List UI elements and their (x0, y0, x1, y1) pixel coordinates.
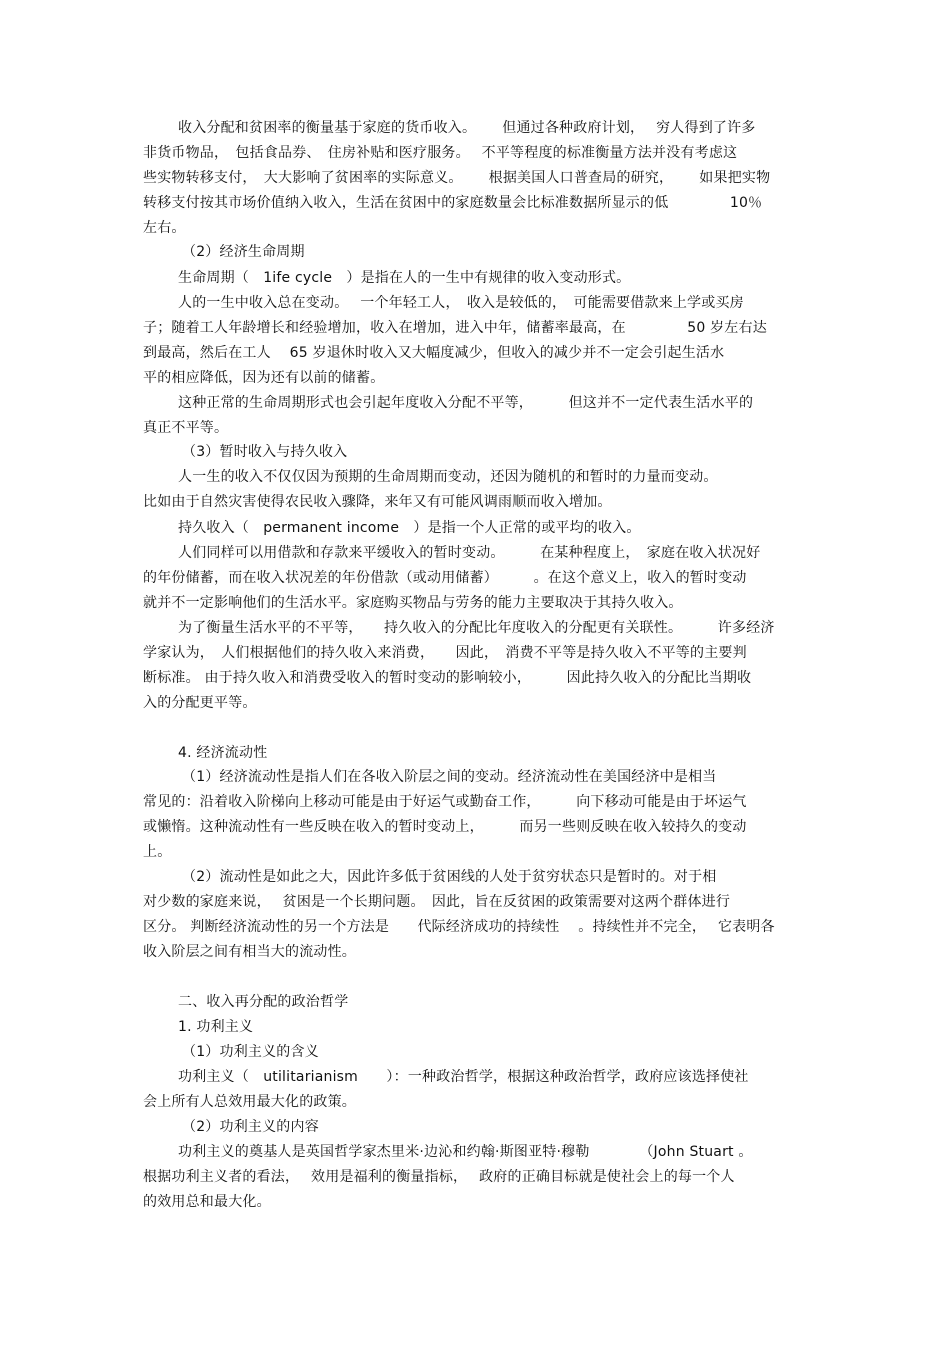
text-line: 会上所有人总效用最大化的政策。 (143, 1094, 356, 1110)
section-heading: （2）经济生命周期 (182, 244, 305, 260)
text-line: 的效用总和最大化。 (143, 1194, 271, 1210)
text-line: 持久收入（ permanent income ）是指一个人正常的或平均的收入。 (178, 520, 641, 536)
text-line: 断标准。 由于持久收入和消费受收入的暂时变动的影响较小， 因此持久收入的分配比当期收 (143, 670, 752, 686)
text-line: 生命周期（ 1ife cycle ）是指在人的一生中有规律的收入变动形式。 (178, 270, 631, 286)
text-line: 或懒惰。这种流动性有一些反映在收入的暂时变动上， 而另一些则反映在收入较持久的变动 (143, 819, 747, 835)
section-heading: （3）暂时收入与持久收入 (182, 444, 348, 460)
text-line: 真正不平等。 (143, 420, 229, 436)
section-heading: 二、收入再分配的政治哲学 (178, 994, 349, 1010)
text-line: （1）经济流动性是指人们在各收入阶层之间的变动。经济流动性在美国经济中是相当 (182, 769, 717, 785)
text-line: 收入分配和贫困率的衡量基于家庭的货币收入。 但通过各种政府计划， 穷人得到了许多 (178, 120, 756, 136)
text-line: 上。 (143, 844, 172, 860)
text-line: 比如由于自然灾害使得农民收入骤降，来年又有可能风调雨顺而收入增加。 (143, 494, 612, 510)
text-line: 区分。 判断经济流动性的另一个方法是 代际经济成功的持续性 。持续性并不完全， 它表明各 (143, 919, 775, 935)
section-heading: 4. 经济流动性 (178, 745, 268, 761)
text-line: 到最高，然后在工人 65 岁退休时收入又大幅度减少，但收入的减少并不一定会引起生活水 (143, 345, 725, 361)
text-line: 为了衡量生活水平的不平等， 持久收入的分配比年度收入的分配更有关联性。 许多经济 (178, 620, 775, 636)
text-line: 常见的：沿着收入阶梯向上移动可能是由于好运气或勤奋工作， 向下移动可能是由于坏运气 (143, 794, 747, 810)
text-line: 子；随着工人年龄增长和经验增加，收入在增加，进入中年，储蓄率最高，在 50 岁左右达 (143, 320, 767, 336)
text-line: 人一生的收入不仅仅因为预期的生命周期而变动，还因为随机的和暂时的力量而变动。 (178, 469, 718, 485)
text-line: 这种正常的生命周期形式也会引起年度收入分配不平等， 但这并不一定代表生活水平的 (178, 395, 754, 411)
text-line: 收入阶层之间有相当大的流动性。 (143, 944, 356, 960)
text-line: 学家认为， 人们根据他们的持久收入来消费， 因此， 消费不平等是持久收入不平等的主要判 (143, 645, 747, 661)
text-line: 对少数的家庭来说， 贫困是一个长期问题。 因此，旨在反贫困的政策需要对这两个群体进行 (143, 894, 731, 910)
text-line: 些实物转移支付， 大大影响了贫困率的实际意义。 根据美国人口普查局的研究， 如果把实物 (143, 170, 771, 186)
text-line: 非货币物品， 包括食品券、 住房补贴和医疗服务。 不平等程度的标准衡量方法并没有考虑这 (143, 145, 738, 161)
text-line: 功利主义的奠基人是英国哲学家杰里米·边沁和约翰·斯图亚特·穆勒 （John Stuart 。 (178, 1144, 753, 1160)
section-heading: （2）功利主义的内容 (182, 1119, 319, 1135)
text-line: 平的相应降低，因为还有以前的储蓄。 (143, 370, 385, 386)
text-line: 左右。 (143, 220, 186, 236)
text-line: 的年份储蓄，而在收入状况差的年份借款（或动用储蓄） 。在这个意义上，收入的暂时变动 (143, 570, 747, 586)
section-heading: 1. 功利主义 (178, 1019, 254, 1035)
text-line: 功利主义（ utilitarianism ）：一种政治哲学，根据这种政治哲学，政府应该选择使社 (178, 1069, 749, 1085)
text-line: 转移支付按其市场价值纳入收入，生活在贫困中的家庭数量会比标准数据所显示的低 10％ (143, 195, 763, 211)
text-line: （2）流动性是如此之大，因此许多低于贫困线的人处于贫穷状态只是暂时的。对于相 (182, 869, 717, 885)
text-line: 就并不一定影响他们的生活水平。家庭购买物品与劳务的能力主要取决于其持久收入。 (143, 595, 683, 611)
section-heading: （1）功利主义的含义 (182, 1044, 319, 1060)
text-line: 入的分配更平等。 (143, 695, 257, 711)
text-line: 人的一生中收入总在变动。 一个年轻工人， 收入是较低的， 可能需要借款来上学或买房 (178, 295, 744, 311)
text-line: 人们同样可以用借款和存款来平缓收入的暂时变动。 在某种程度上， 家庭在收入状况好 (178, 545, 761, 561)
text-line: 根据功利主义者的看法， 效用是福利的衡量指标， 政府的正确目标就是使社会上的每一个人 (143, 1169, 735, 1185)
